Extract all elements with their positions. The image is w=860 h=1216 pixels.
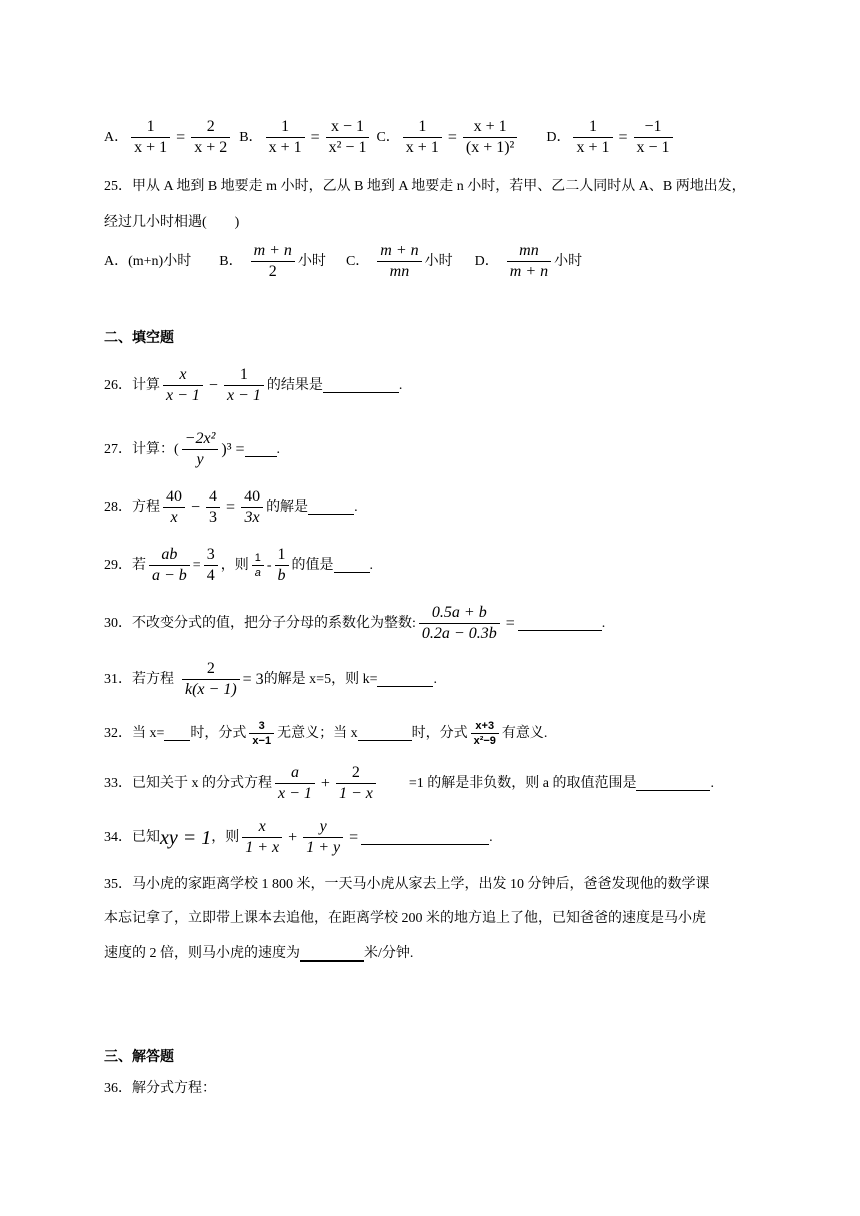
q28-tail: 的解是 <box>266 499 309 515</box>
q28-frac2: $\frac{4}{3}$ <box>206 488 220 527</box>
q24-a-label: A． <box>104 129 129 145</box>
q34-answer-blank[interactable] <box>361 830 489 845</box>
q30-eq: = <box>505 614 515 632</box>
q28-end: . <box>354 499 358 515</box>
q24-c-lhs: $\frac{1}{x + 1}$ <box>403 118 442 157</box>
q25-d-frac: $\frac{mn}{m + n}$ <box>507 242 551 281</box>
q31-label: 31．若方程 <box>104 671 174 687</box>
q27-end: . <box>276 441 281 457</box>
q29-label: 29．若 <box>104 557 146 573</box>
q28-label: 28．方程 <box>104 499 160 515</box>
q30-label: 30．不改变分式的值，把分子分母的系数化为整数: <box>104 615 416 631</box>
q24-a-lhs: $\frac{1}{x + 1}$ <box>131 118 170 157</box>
q29 <box>104 546 373 585</box>
q24-b-rhs: $\frac{x - 1}{\text{x² − 1}}$ <box>326 118 370 157</box>
q27-answer-blank[interactable] <box>245 442 277 457</box>
q26-frac2: $\frac{1}{x - 1}$ <box>224 366 264 405</box>
q32-frac2: $\frac{x+3}{\text{x²−9}}$ <box>471 720 499 747</box>
q28-frac1: $\frac{40}{x}$ <box>163 488 185 527</box>
q26 <box>104 366 402 405</box>
q34-eq: = <box>349 828 359 846</box>
q27 <box>104 430 280 469</box>
q34-frac2: $\frac{y}{1 + y}$ <box>303 818 343 857</box>
q32 <box>104 720 547 747</box>
q35-line3 <box>104 946 413 962</box>
q34-frac1: $\frac{x}{1 + x}$ <box>242 818 282 857</box>
q30 <box>104 604 605 643</box>
q29-frac4: $\frac{1}{b}$ <box>275 546 289 585</box>
q29-frac3: $\frac{1}{a}$ <box>252 552 264 579</box>
q28-frac3: $\frac{40}{3x}$ <box>241 488 263 527</box>
q25-d-unit: 小时 <box>554 253 583 269</box>
q27-label: 27．计算：( <box>104 441 179 457</box>
q32-part1: 32．当 x= <box>104 725 165 741</box>
q26-minus: − <box>208 376 218 394</box>
q24-b-lhs: $\frac{1}{x + 1}$ <box>266 118 305 157</box>
q25-c-label: C． <box>345 253 370 269</box>
q29-mid: ，则 <box>220 557 249 573</box>
q26-tail: 的结果是 <box>266 377 323 393</box>
q24-d-rhs: $\frac{-1}{x - 1}$ <box>634 118 673 157</box>
q29-tail: 的值是 <box>291 557 334 573</box>
q25-line1: 25．甲从 A 地到 B 地要走 m 小时，乙从 B 地到 A 地要走 n 小时，若甲、乙二人同时从 A、B 两地出发， <box>104 179 746 194</box>
q25-c-frac: $\frac{m + n}{mn}$ <box>377 242 421 281</box>
q36: 36．解分式方程： <box>104 1081 216 1096</box>
q32-part5: 有意义. <box>501 725 548 741</box>
q29-answer-blank[interactable] <box>334 558 370 573</box>
q32-part3: 无意义；当 x <box>277 725 358 741</box>
q25-a: A．(m+n)小时 <box>104 253 192 269</box>
q31-end: . <box>433 671 437 687</box>
q25-b-unit: 小时 <box>297 253 326 269</box>
q33-end: . <box>710 775 714 791</box>
q24-d-label: D． <box>546 129 571 145</box>
q27-close: )³ = <box>221 440 245 458</box>
q26-frac1: $\frac{x}{x - 1}$ <box>163 366 203 405</box>
q28-answer-blank[interactable] <box>308 500 354 515</box>
q33-answer-blank[interactable] <box>636 776 710 791</box>
q29-frac1: $\frac{ab}{a - b}$ <box>149 546 190 585</box>
q24-a-rhs: $\frac{2}{x + 2}$ <box>191 118 230 157</box>
q26-answer-blank[interactable] <box>323 378 399 393</box>
q35-line2: 本忘记拿了，立即带上课本去追他，在距离学校 200 米的地方追上了他，已知爸爸的速度是马小虎 <box>104 911 706 926</box>
q34-condition: xy = 1 <box>160 826 212 849</box>
q31 <box>104 660 437 699</box>
q31-frac: $\frac{2}{k(x - 1)}$ <box>182 660 240 699</box>
q31-tail: 的解是 x=5，则 k= <box>263 671 378 687</box>
q29-frac2: $\frac{3}{4}$ <box>204 546 218 585</box>
q28-minus: − <box>191 498 201 516</box>
q25-b-frac: $\frac{m + n}{2}$ <box>251 242 295 281</box>
q26-end: . <box>398 377 403 393</box>
q29-end: . <box>369 557 373 573</box>
q24-b-eq: = <box>310 128 320 146</box>
q30-frac: $\frac{0.5a + b}{0.2a - 0.3b}$ <box>419 604 500 643</box>
q27-frac: $\frac{\text{−2x²}}{y}$ <box>182 430 219 469</box>
q32-part4: 时，分式 <box>411 725 468 741</box>
q29-eq: = <box>192 557 201 573</box>
q31-answer-blank[interactable] <box>377 672 433 687</box>
q29-minus: - <box>266 557 272 573</box>
q33-frac2: $\frac{2}{1 - x}$ <box>336 764 376 803</box>
q34-end: . <box>489 829 493 845</box>
q31-eq: = 3 <box>242 670 264 688</box>
q33-tail: =1 的解是非负数，则 a 的取值范围是 <box>408 775 637 791</box>
q24-a-eq: = <box>176 128 186 146</box>
q34-comma: ，则 <box>211 829 240 845</box>
q35-line1: 35．马小虎的家距离学校 1 800 米，一天马小虎从家去上学，出发 10 分钟后，爸爸发现他的数学课 <box>104 877 710 892</box>
q35-line3-text: 速度的 2 倍，则马小虎的速度为 <box>104 946 300 961</box>
q34-plus: + <box>288 828 298 846</box>
q25-options <box>104 242 582 281</box>
q32-frac1: $\frac{3}{x-1}$ <box>249 720 274 747</box>
q28 <box>104 488 358 527</box>
q26-label: 26．计算 <box>104 377 160 393</box>
q34 <box>104 818 493 857</box>
q33 <box>104 764 714 803</box>
q24-b-label: B． <box>239 129 263 145</box>
q24-c-rhs: $\frac{x + 1}{\text{(x + 1)²}}$ <box>463 118 517 157</box>
q33-frac1: $\frac{a}{x - 1}$ <box>275 764 315 803</box>
q24-options <box>104 118 676 157</box>
q30-answer-blank[interactable] <box>518 616 602 631</box>
q24-d-lhs: $\frac{1}{x + 1}$ <box>573 118 612 157</box>
q25-c-unit: 小时 <box>424 253 453 269</box>
q33-plus: + <box>320 774 330 792</box>
q35-answer-blank[interactable] <box>300 946 364 962</box>
q30-end: . <box>601 615 606 631</box>
q24-c-eq: = <box>447 128 457 146</box>
section-solve-title: 三、解答题 <box>104 1048 174 1064</box>
q28-eq: = <box>226 498 236 516</box>
q32-answer-blank-1[interactable] <box>164 726 190 741</box>
q25-line2: 经过几小时相遇( ) <box>104 215 240 230</box>
q25-d-label: D． <box>474 253 499 269</box>
q24-d-eq: = <box>618 128 628 146</box>
q32-answer-blank-2[interactable] <box>358 726 412 741</box>
q25-b-label: B． <box>219 253 243 269</box>
q32-part2: 时，分式 <box>190 725 247 741</box>
q33-label: 33．已知关于 x 的分式方程 <box>104 775 272 791</box>
q24-c-label: C． <box>376 129 400 145</box>
section-fill-in-title: 二、填空题 <box>104 329 174 345</box>
q34-label: 34．已知 <box>104 829 160 845</box>
q35-unit: 米/分钟. <box>364 946 414 961</box>
